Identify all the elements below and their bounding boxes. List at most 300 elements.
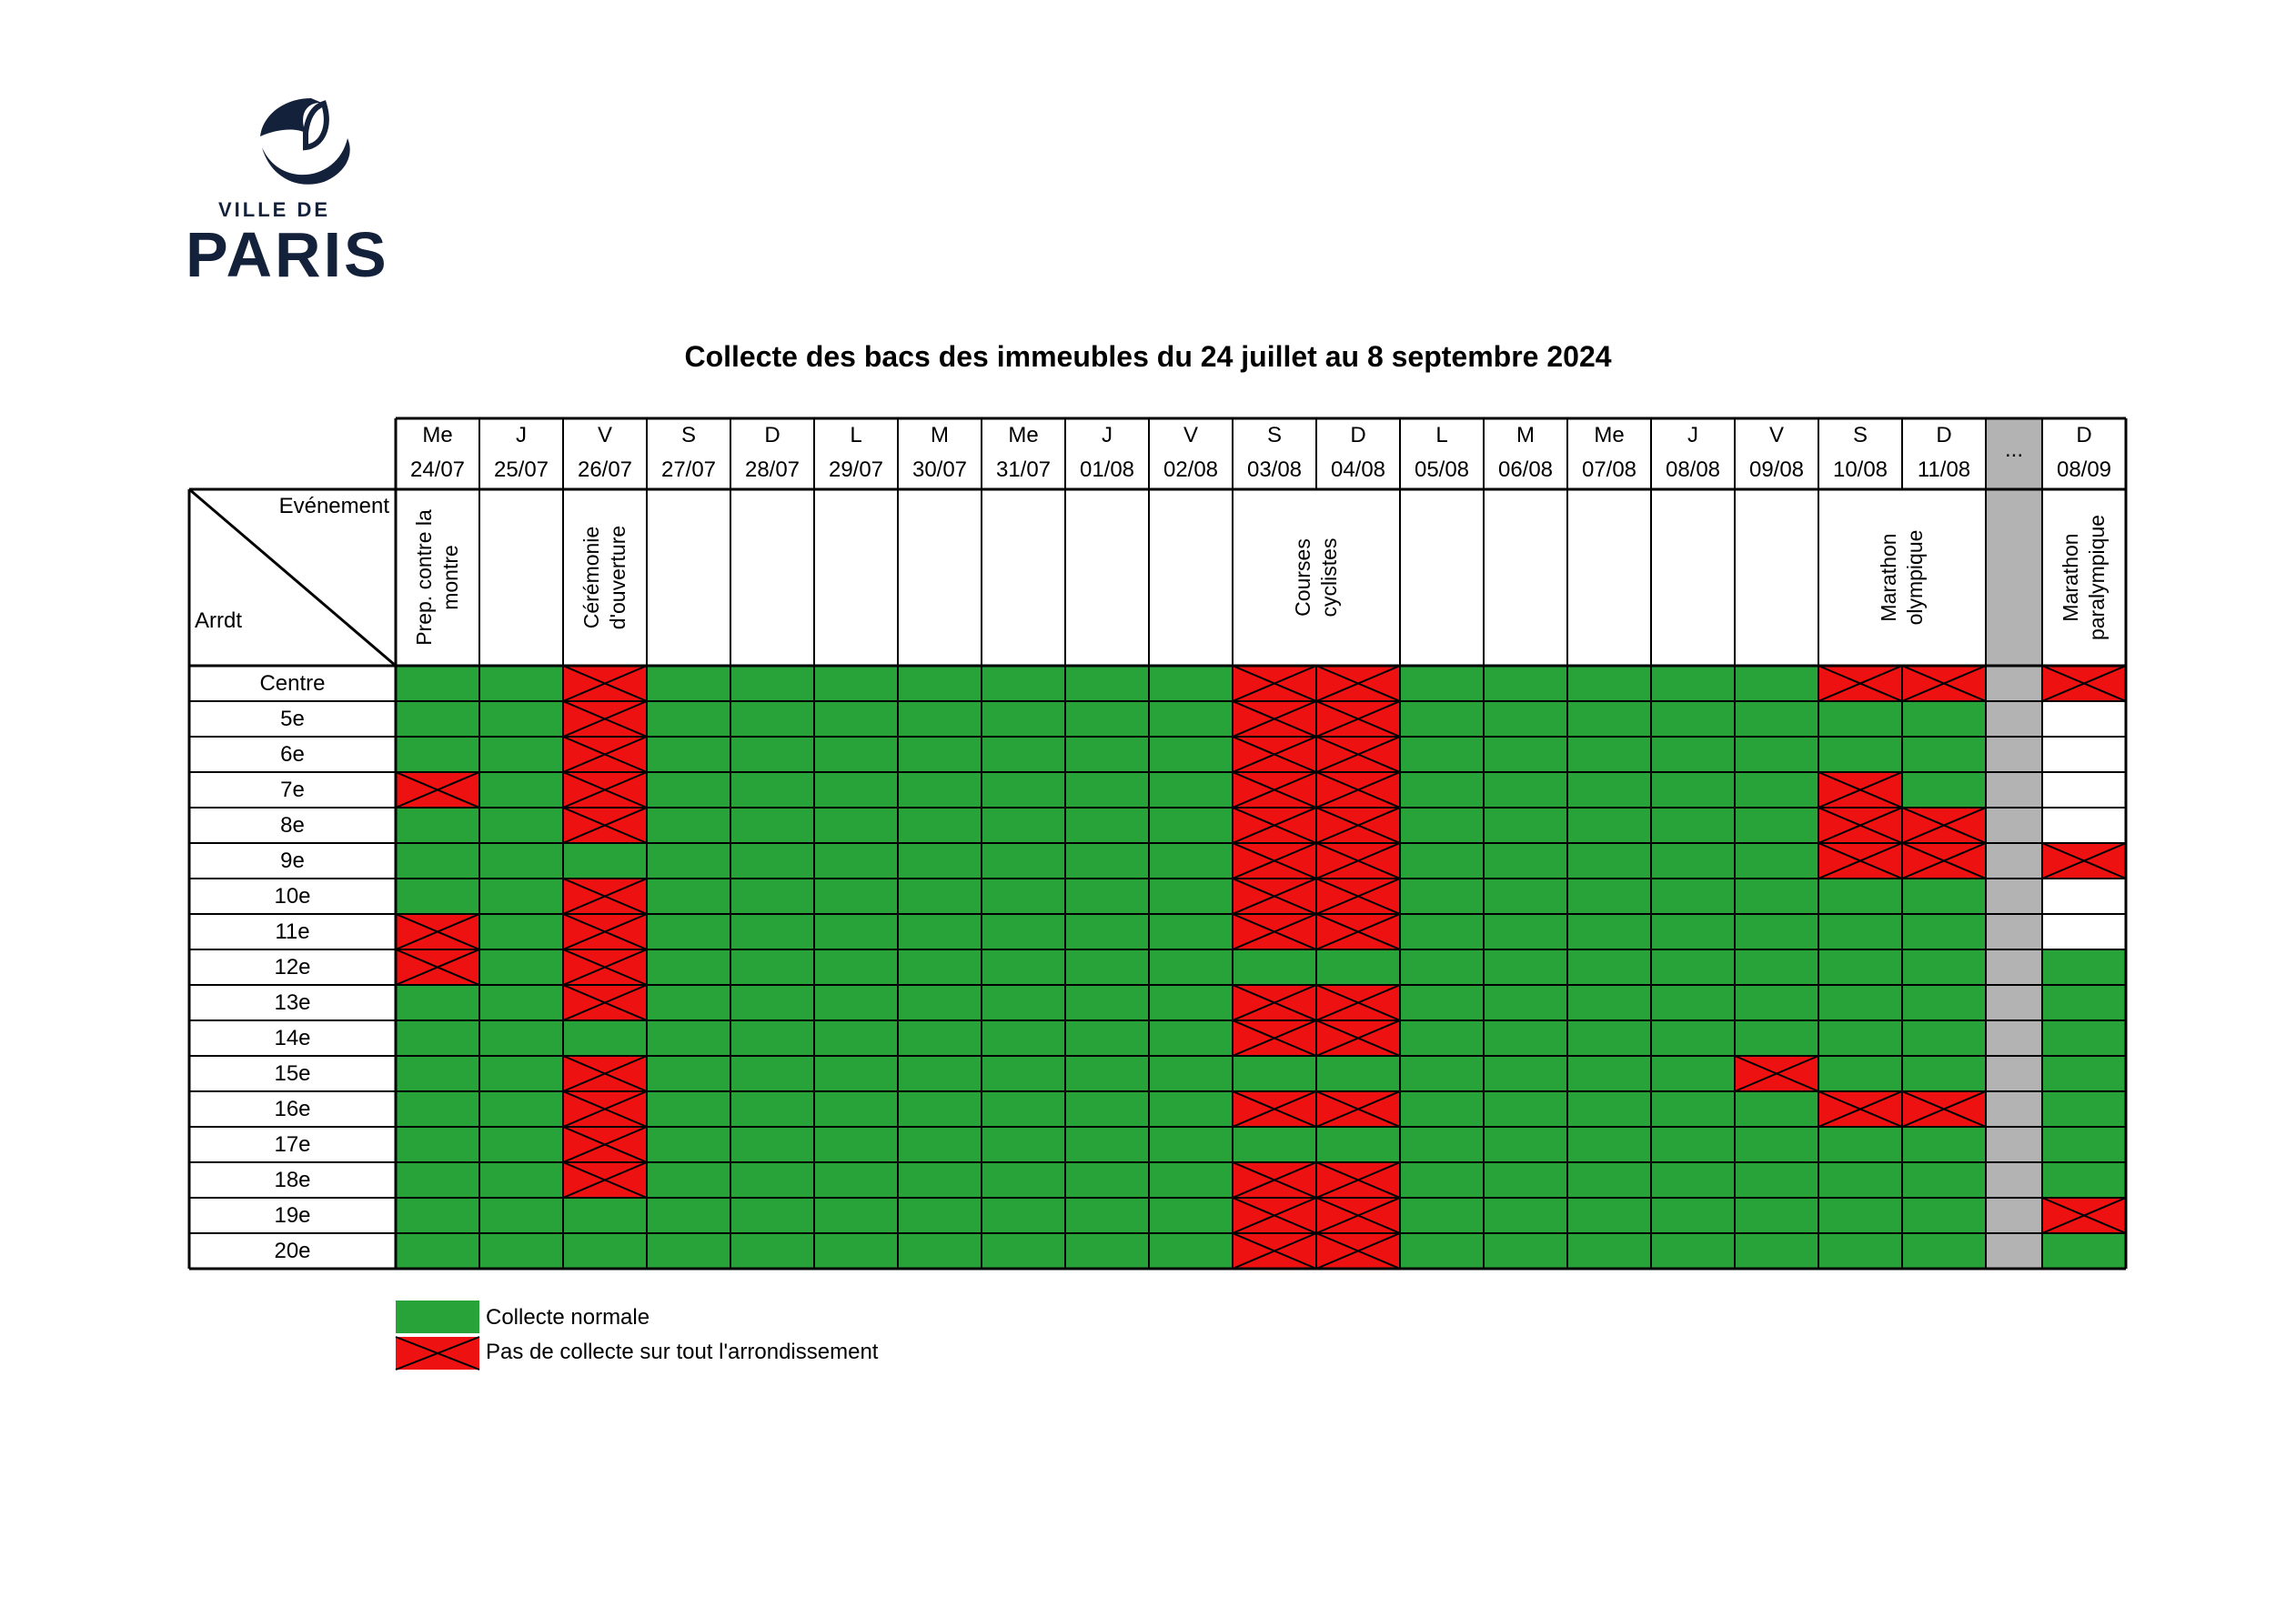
header-day-of-week: D xyxy=(1936,423,1952,447)
cell-normal-collection xyxy=(396,701,479,737)
header-date: 27/07 xyxy=(660,457,717,482)
cell-normal-collection xyxy=(479,1056,563,1091)
cell-normal-collection xyxy=(1400,879,1484,914)
cell-normal-collection xyxy=(1065,772,1149,808)
cell-normal-collection xyxy=(1484,914,1567,949)
cell-normal-collection xyxy=(814,843,898,879)
cell-normal-collection xyxy=(647,879,730,914)
cell-normal-collection xyxy=(1902,701,1986,737)
cell-normal-collection xyxy=(814,701,898,737)
cell-normal-collection xyxy=(1735,737,1818,772)
event-label: Cérémonie d'ouverture xyxy=(579,525,629,630)
cell-normal-collection xyxy=(1484,843,1567,879)
cell-normal-collection xyxy=(396,843,479,879)
cell-normal-collection xyxy=(730,843,814,879)
row-label-20e: 20e xyxy=(274,1239,311,1263)
cell-normal-collection xyxy=(730,737,814,772)
cell-normal-collection xyxy=(1818,1020,1902,1056)
cell-normal-collection xyxy=(1484,949,1567,985)
header-date: 07/08 xyxy=(1581,457,1637,482)
cell-normal-collection xyxy=(1902,1056,1986,1091)
cell-normal-collection xyxy=(814,737,898,772)
cell-normal-collection xyxy=(563,1020,647,1056)
cell-normal-collection xyxy=(1902,879,1986,914)
header-day-of-week: S xyxy=(1266,423,1282,447)
cell-normal-collection xyxy=(1065,1056,1149,1091)
cell-normal-collection xyxy=(730,772,814,808)
cell-normal-collection xyxy=(1902,772,1986,808)
cell-normal-collection xyxy=(1233,1056,1316,1091)
cell-normal-collection xyxy=(1567,949,1651,985)
cell-normal-collection xyxy=(982,914,1065,949)
header-day-of-week: Me xyxy=(1594,423,1625,447)
cell-normal-collection xyxy=(396,1127,479,1162)
cell-normal-collection xyxy=(814,985,898,1020)
cell-normal-collection xyxy=(1065,879,1149,914)
header-day-of-week: L xyxy=(850,423,862,447)
cell-normal-collection xyxy=(1484,1198,1567,1233)
cell-normal-collection xyxy=(1735,843,1818,879)
cell-normal-collection xyxy=(814,1056,898,1091)
row-label-10e: 10e xyxy=(274,884,311,909)
cell-normal-collection xyxy=(1567,879,1651,914)
header-day-of-week: S xyxy=(680,423,696,447)
cell-normal-collection xyxy=(1316,949,1400,985)
cell-normal-collection xyxy=(479,701,563,737)
cell-normal-collection xyxy=(1484,879,1567,914)
cell-normal-collection xyxy=(1233,949,1316,985)
cell-normal-collection xyxy=(1567,985,1651,1020)
cell-normal-collection xyxy=(730,985,814,1020)
cell-normal-collection xyxy=(1902,1198,1986,1233)
cell-normal-collection xyxy=(2042,985,2126,1020)
cell-normal-collection xyxy=(1484,666,1567,701)
cell-normal-collection xyxy=(898,1091,982,1127)
cell-normal-collection xyxy=(1484,737,1567,772)
header-date: 24/07 xyxy=(409,457,466,482)
cell-normal-collection xyxy=(1567,1127,1651,1162)
cell-normal-collection xyxy=(1065,1091,1149,1127)
cell-normal-collection xyxy=(647,1162,730,1198)
cell-normal-collection xyxy=(1902,737,1986,772)
event-label: Courses cyclistes xyxy=(1291,537,1341,618)
cell-normal-collection xyxy=(1065,843,1149,879)
cell-normal-collection xyxy=(479,1020,563,1056)
cell-normal-collection xyxy=(982,1233,1065,1269)
cell-normal-collection xyxy=(898,737,982,772)
cell-normal-collection xyxy=(1400,1233,1484,1269)
cell-normal-collection xyxy=(1149,737,1233,772)
cell-normal-collection xyxy=(647,914,730,949)
cell-normal-collection xyxy=(479,1127,563,1162)
cell-normal-collection xyxy=(1149,949,1233,985)
cell-normal-collection xyxy=(396,1198,479,1233)
cell-normal-collection xyxy=(1400,1127,1484,1162)
row-label-15e: 15e xyxy=(274,1061,311,1086)
header-day-of-week: M xyxy=(931,423,949,447)
cell-normal-collection xyxy=(1651,914,1735,949)
row-label-14e: 14e xyxy=(274,1026,311,1050)
cell-normal-collection xyxy=(814,808,898,843)
row-label-Centre: Centre xyxy=(259,671,326,696)
cell-normal-collection xyxy=(1149,1198,1233,1233)
cell-normal-collection xyxy=(982,737,1065,772)
cell-normal-collection xyxy=(730,879,814,914)
cell-normal-collection xyxy=(898,1020,982,1056)
cell-normal-collection xyxy=(1567,772,1651,808)
cell-normal-collection xyxy=(898,701,982,737)
header-date: 31/07 xyxy=(995,457,1052,482)
cell-normal-collection xyxy=(898,843,982,879)
cell-normal-collection xyxy=(1735,666,1818,701)
cell-normal-collection xyxy=(2042,1127,2126,1162)
cell-normal-collection xyxy=(1651,1162,1735,1198)
cell-normal-collection xyxy=(730,1020,814,1056)
cell-normal-collection xyxy=(1149,1162,1233,1198)
cell-normal-collection xyxy=(1400,1091,1484,1127)
cell-normal-collection xyxy=(1149,1020,1233,1056)
header-date: 10/08 xyxy=(1832,457,1888,482)
row-label-6e: 6e xyxy=(280,742,305,767)
cell-normal-collection xyxy=(1567,737,1651,772)
cell-normal-collection xyxy=(479,772,563,808)
cell-normal-collection xyxy=(814,1091,898,1127)
row-label-9e: 9e xyxy=(280,849,305,873)
cell-normal-collection xyxy=(1735,1091,1818,1127)
cell-normal-collection xyxy=(1567,1091,1651,1127)
cell-normal-collection xyxy=(1065,808,1149,843)
legend-none-label: Pas de collecte sur tout l'arrondissement xyxy=(486,1340,879,1364)
cell-normal-collection xyxy=(647,949,730,985)
cell-normal-collection xyxy=(1567,843,1651,879)
cell-normal-collection xyxy=(1902,914,1986,949)
cell-normal-collection xyxy=(1735,808,1818,843)
cell-normal-collection xyxy=(1651,737,1735,772)
cell-normal-collection xyxy=(1818,701,1902,737)
cell-normal-collection xyxy=(1400,1020,1484,1056)
cell-normal-collection xyxy=(479,949,563,985)
cell-normal-collection xyxy=(647,772,730,808)
header-day-of-week: J xyxy=(1102,423,1113,447)
cell-normal-collection xyxy=(982,1056,1065,1091)
cell-normal-collection xyxy=(1735,914,1818,949)
cell-normal-collection xyxy=(1316,1127,1400,1162)
cell-normal-collection xyxy=(647,843,730,879)
cell-normal-collection xyxy=(479,737,563,772)
row-label-11e: 11e xyxy=(275,919,310,944)
header-more-days-ellipsis: ... xyxy=(2004,437,2023,462)
cell-normal-collection xyxy=(1735,772,1818,808)
cell-normal-collection xyxy=(563,1233,647,1269)
header-day-of-week: M xyxy=(1516,423,1535,447)
cell-normal-collection xyxy=(1484,1233,1567,1269)
cell-normal-collection xyxy=(479,666,563,701)
header-date: 29/07 xyxy=(828,457,884,482)
cell-normal-collection xyxy=(1065,666,1149,701)
cell-normal-collection xyxy=(730,1198,814,1233)
header-date: 05/08 xyxy=(1414,457,1470,482)
cell-normal-collection xyxy=(898,949,982,985)
cell-normal-collection xyxy=(2042,1091,2126,1127)
cell-normal-collection xyxy=(1902,985,1986,1020)
cell-normal-collection xyxy=(647,808,730,843)
cell-normal-collection xyxy=(730,701,814,737)
cell-normal-collection xyxy=(2042,949,2126,985)
cell-normal-collection xyxy=(1567,1020,1651,1056)
cell-normal-collection xyxy=(1735,879,1818,914)
cell-normal-collection xyxy=(479,843,563,879)
row-label-16e: 16e xyxy=(274,1097,311,1121)
row-label-5e: 5e xyxy=(280,707,305,731)
cell-normal-collection xyxy=(396,1056,479,1091)
cell-normal-collection xyxy=(1484,808,1567,843)
cell-normal-collection xyxy=(898,666,982,701)
cell-normal-collection xyxy=(1149,843,1233,879)
cell-normal-collection xyxy=(1149,666,1233,701)
cell-normal-collection xyxy=(730,1233,814,1269)
cell-normal-collection xyxy=(982,843,1065,879)
event-label: Prep. contre la montre xyxy=(412,509,462,646)
cell-normal-collection xyxy=(1316,1056,1400,1091)
cell-normal-collection xyxy=(982,1127,1065,1162)
cell-normal-collection xyxy=(479,879,563,914)
cell-normal-collection xyxy=(1902,1020,1986,1056)
cell-normal-collection xyxy=(1149,701,1233,737)
cell-normal-collection xyxy=(1735,1020,1818,1056)
cell-normal-collection xyxy=(1818,1056,1902,1091)
header-date: 04/08 xyxy=(1330,457,1386,482)
cell-normal-collection xyxy=(814,772,898,808)
row-label-8e: 8e xyxy=(280,813,305,838)
cell-normal-collection xyxy=(396,985,479,1020)
cell-normal-collection xyxy=(1400,914,1484,949)
cell-normal-collection xyxy=(982,808,1065,843)
cell-normal-collection xyxy=(982,1091,1065,1127)
cell-normal-collection xyxy=(1567,1162,1651,1198)
cell-normal-collection xyxy=(1065,949,1149,985)
cell-normal-collection xyxy=(898,1198,982,1233)
cell-normal-collection xyxy=(479,1233,563,1269)
header-date: 08/08 xyxy=(1665,457,1721,482)
cell-normal-collection xyxy=(1567,1198,1651,1233)
header-day-of-week: V xyxy=(1768,423,1784,447)
header-day-of-week: Me xyxy=(1008,423,1039,447)
cell-normal-collection xyxy=(1735,949,1818,985)
cell-normal-collection xyxy=(1400,737,1484,772)
cell-normal-collection xyxy=(1567,1056,1651,1091)
cell-normal-collection xyxy=(814,1233,898,1269)
cell-normal-collection xyxy=(563,1198,647,1233)
cell-normal-collection xyxy=(1818,914,1902,949)
cell-normal-collection xyxy=(730,1162,814,1198)
header-date: 02/08 xyxy=(1163,457,1219,482)
cell-normal-collection xyxy=(814,879,898,914)
cell-normal-collection xyxy=(2042,1020,2126,1056)
cell-normal-collection xyxy=(730,914,814,949)
cell-normal-collection xyxy=(2042,1233,2126,1269)
cell-normal-collection xyxy=(898,1127,982,1162)
cell-normal-collection xyxy=(1567,666,1651,701)
cell-normal-collection xyxy=(982,701,1065,737)
page-title: Collecte des bacs des immeubles du 24 juillet au 8 septembre 2024 xyxy=(684,340,1612,373)
cell-normal-collection xyxy=(1651,1091,1735,1127)
cell-normal-collection xyxy=(982,1162,1065,1198)
cell-normal-collection xyxy=(898,1162,982,1198)
row-label-18e: 18e xyxy=(274,1168,311,1192)
header-day-of-week: V xyxy=(1183,423,1198,447)
cell-normal-collection xyxy=(982,1020,1065,1056)
cell-normal-collection xyxy=(898,772,982,808)
legend-normal-swatch xyxy=(396,1301,479,1333)
cell-normal-collection xyxy=(1818,879,1902,914)
cell-normal-collection xyxy=(1484,701,1567,737)
cell-normal-collection xyxy=(396,1091,479,1127)
cell-normal-collection xyxy=(1065,1198,1149,1233)
row-label-7e: 7e xyxy=(280,778,305,802)
cell-normal-collection xyxy=(1818,1162,1902,1198)
cell-normal-collection xyxy=(396,1233,479,1269)
cell-normal-collection xyxy=(814,1020,898,1056)
cell-normal-collection xyxy=(1818,949,1902,985)
cell-normal-collection xyxy=(1651,843,1735,879)
logo-paris-text: PARIS xyxy=(186,219,389,290)
cell-normal-collection xyxy=(1065,1127,1149,1162)
cell-normal-collection xyxy=(647,1127,730,1162)
header-date: 26/07 xyxy=(577,457,633,482)
cell-normal-collection xyxy=(982,666,1065,701)
cell-normal-collection xyxy=(1149,914,1233,949)
cell-normal-collection xyxy=(1651,772,1735,808)
cell-normal-collection xyxy=(1902,949,1986,985)
cell-normal-collection xyxy=(1651,808,1735,843)
cell-normal-collection xyxy=(814,949,898,985)
cell-normal-collection xyxy=(898,914,982,949)
header-date: 09/08 xyxy=(1748,457,1805,482)
cell-normal-collection xyxy=(1065,914,1149,949)
cell-normal-collection xyxy=(1065,1162,1149,1198)
cell-normal-collection xyxy=(479,914,563,949)
cell-normal-collection xyxy=(647,701,730,737)
cell-normal-collection xyxy=(730,949,814,985)
cell-normal-collection xyxy=(1651,985,1735,1020)
header-day-of-week: D xyxy=(1350,423,1366,447)
cell-normal-collection xyxy=(1149,879,1233,914)
cell-normal-collection xyxy=(730,1056,814,1091)
cell-normal-collection xyxy=(1818,985,1902,1020)
cell-normal-collection xyxy=(1567,808,1651,843)
cell-normal-collection xyxy=(1065,1233,1149,1269)
cell-normal-collection xyxy=(1484,1091,1567,1127)
cell-normal-collection xyxy=(1484,1056,1567,1091)
header-day-of-week: D xyxy=(2076,423,2092,447)
header-day-of-week: J xyxy=(1687,423,1698,447)
header-date: 03/08 xyxy=(1246,457,1303,482)
event-label: Marathon olympique xyxy=(1877,529,1927,626)
cell-normal-collection xyxy=(1902,1162,1986,1198)
cell-normal-collection xyxy=(1651,701,1735,737)
cell-normal-collection xyxy=(647,666,730,701)
cell-normal-collection xyxy=(982,949,1065,985)
cell-normal-collection xyxy=(1233,1127,1316,1162)
row-label-19e: 19e xyxy=(274,1203,311,1228)
header-day-of-week: L xyxy=(1435,423,1448,447)
cell-normal-collection xyxy=(1400,666,1484,701)
cell-normal-collection xyxy=(1149,985,1233,1020)
cell-normal-collection xyxy=(1149,1091,1233,1127)
cell-normal-collection xyxy=(1735,985,1818,1020)
cell-normal-collection xyxy=(396,879,479,914)
cell-normal-collection xyxy=(1735,701,1818,737)
cell-normal-collection xyxy=(647,985,730,1020)
cell-normal-collection xyxy=(647,1198,730,1233)
cell-normal-collection xyxy=(1149,808,1233,843)
cell-normal-collection xyxy=(814,666,898,701)
cell-normal-collection xyxy=(479,1162,563,1198)
corner-event-label: Evénement xyxy=(278,494,389,518)
cell-normal-collection xyxy=(982,772,1065,808)
cell-normal-collection xyxy=(396,737,479,772)
cell-normal-collection xyxy=(1651,1020,1735,1056)
cell-normal-collection xyxy=(1149,1233,1233,1269)
cell-normal-collection xyxy=(1818,1127,1902,1162)
cell-normal-collection xyxy=(647,1020,730,1056)
cell-normal-collection xyxy=(898,1056,982,1091)
cell-normal-collection xyxy=(1651,1233,1735,1269)
cell-normal-collection xyxy=(982,985,1065,1020)
cell-normal-collection xyxy=(1400,1162,1484,1198)
cell-normal-collection xyxy=(814,1198,898,1233)
cell-normal-collection xyxy=(1735,1162,1818,1198)
header-date: 25/07 xyxy=(493,457,549,482)
cell-normal-collection xyxy=(1065,701,1149,737)
cell-normal-collection xyxy=(1902,1233,1986,1269)
cell-normal-collection xyxy=(1484,1020,1567,1056)
cell-normal-collection xyxy=(396,808,479,843)
header-day-of-week: J xyxy=(516,423,527,447)
cell-normal-collection xyxy=(1818,1233,1902,1269)
cell-normal-collection xyxy=(479,1198,563,1233)
cell-normal-collection xyxy=(1902,1127,1986,1162)
cell-normal-collection xyxy=(1567,1233,1651,1269)
cell-normal-collection xyxy=(1651,1198,1735,1233)
legend-normal-label: Collecte normale xyxy=(486,1305,650,1330)
cell-normal-collection xyxy=(647,1233,730,1269)
cell-normal-collection xyxy=(898,1233,982,1269)
cell-normal-collection xyxy=(1400,808,1484,843)
cell-normal-collection xyxy=(1065,985,1149,1020)
header-day-of-week: S xyxy=(1852,423,1868,447)
cell-normal-collection xyxy=(1400,985,1484,1020)
cell-normal-collection xyxy=(730,666,814,701)
cell-normal-collection xyxy=(1484,985,1567,1020)
cell-normal-collection xyxy=(730,1091,814,1127)
event-label: Marathon paralympique xyxy=(2059,514,2109,641)
cell-normal-collection xyxy=(1735,1127,1818,1162)
cell-normal-collection xyxy=(1400,1056,1484,1091)
cell-normal-collection xyxy=(1400,772,1484,808)
cell-normal-collection xyxy=(563,843,647,879)
cell-normal-collection xyxy=(1651,879,1735,914)
cell-normal-collection xyxy=(898,985,982,1020)
cell-normal-collection xyxy=(1651,949,1735,985)
header-date: 30/07 xyxy=(911,457,968,482)
header-date: 11/08 xyxy=(1917,457,1971,482)
header-date: 06/08 xyxy=(1497,457,1554,482)
cell-normal-collection xyxy=(814,1162,898,1198)
header-date: 01/08 xyxy=(1079,457,1135,482)
cell-normal-collection xyxy=(1818,737,1902,772)
cell-normal-collection xyxy=(730,1127,814,1162)
